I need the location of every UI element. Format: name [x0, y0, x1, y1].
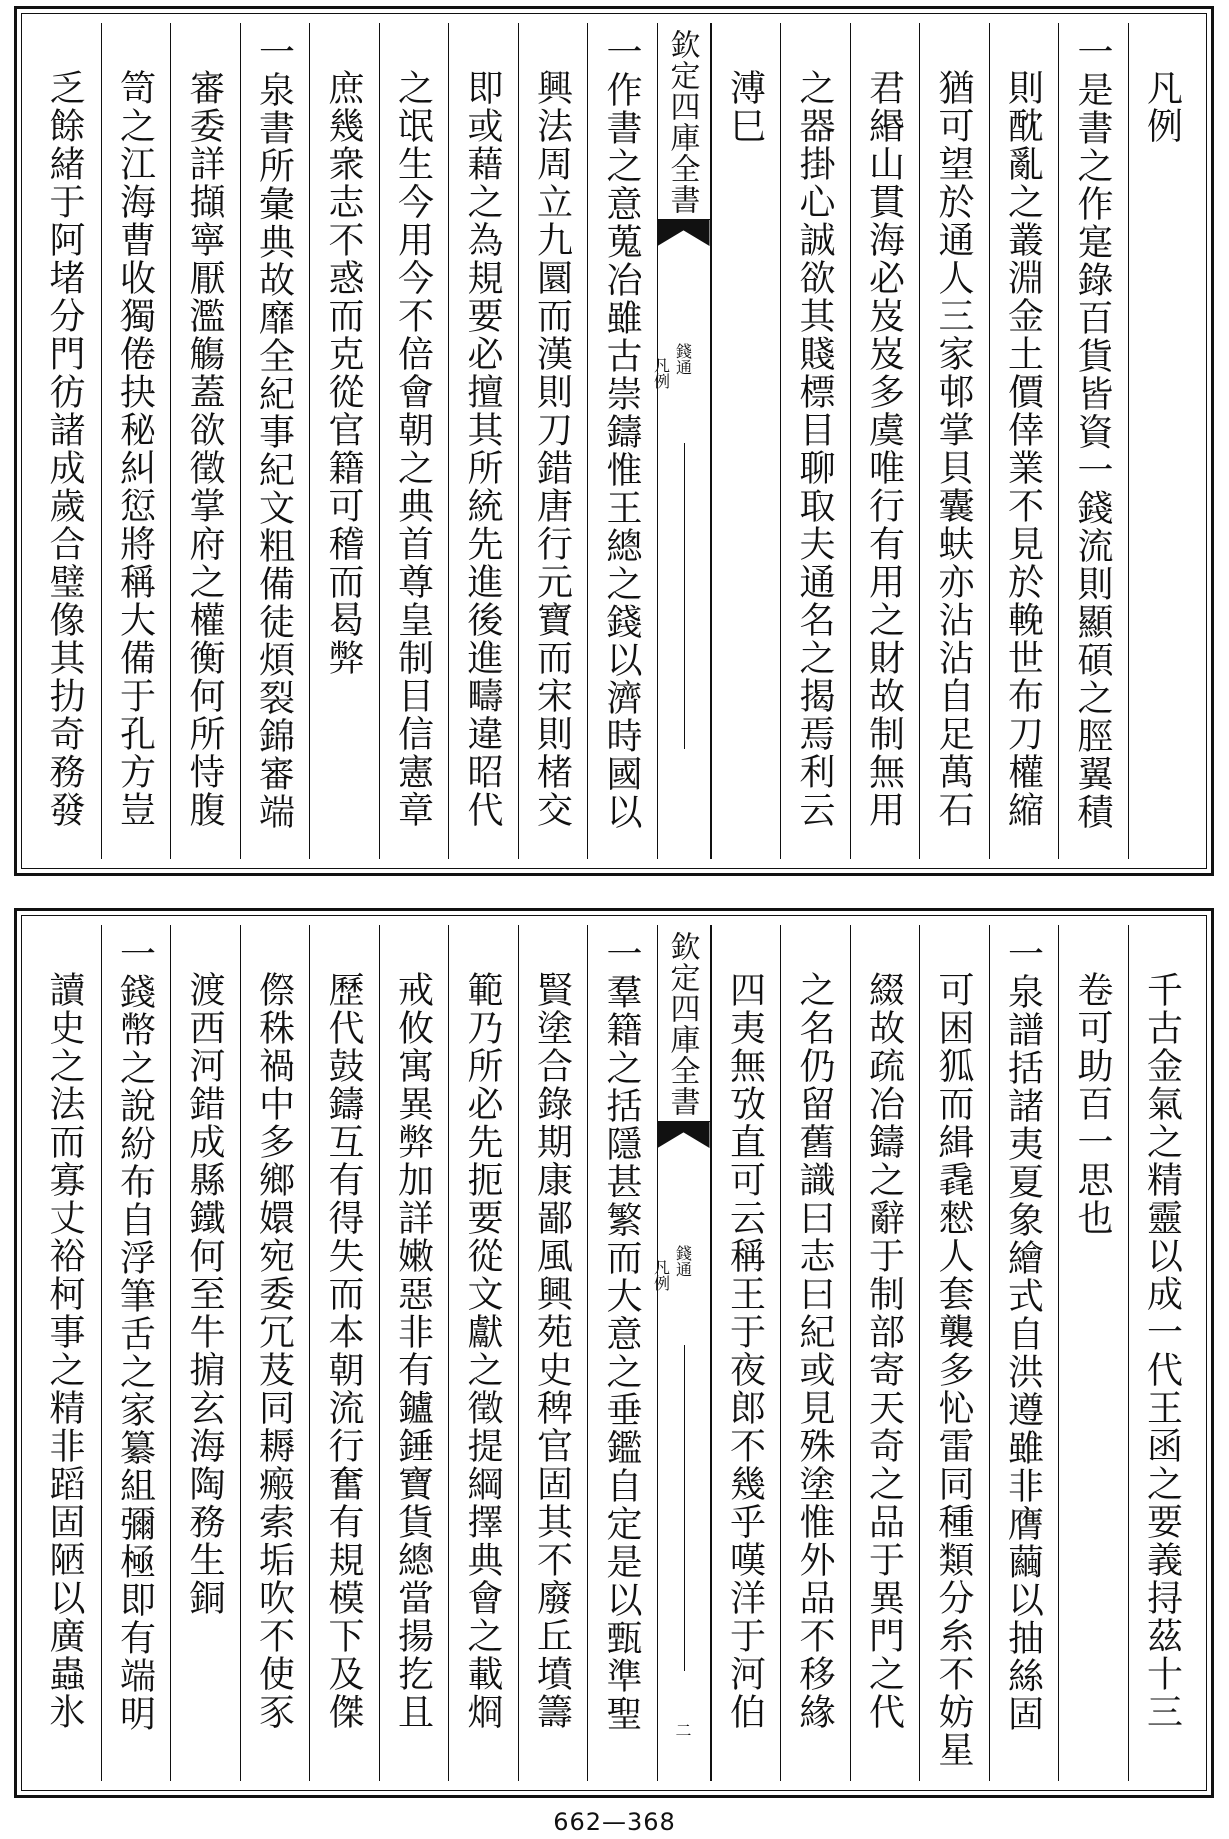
column-text: 審委詳擷寧厭濫觴蓋欲徵掌府之權衡何所恃腹 [184, 69, 225, 829]
text-column [309, 23, 379, 859]
text-column [379, 925, 449, 1781]
text-column [989, 23, 1059, 859]
column-text: 即或藉之為規要必擅其所統先進後進疇違昭代 [462, 69, 503, 829]
text-column [31, 23, 101, 859]
text-column [780, 23, 850, 859]
text-column [850, 23, 920, 859]
text-column [780, 925, 850, 1781]
column-text: 綴故疏冶鑄之辭于制部寄天奇之品于異門之代 [863, 971, 905, 1731]
column-text: 庶幾衆志不惑而克從官籍可稽而曷弊 [323, 69, 364, 677]
text-column [31, 925, 101, 1781]
text-column [1128, 925, 1198, 1781]
banner-section: 凡例 [651, 1259, 671, 1291]
column-text: 四夷無攷直可云稱王于夜郎不幾乎嘆洋于河伯 [724, 971, 766, 1731]
text-column [240, 23, 310, 859]
column-text: 之名仍留舊識曰志曰紀或見殊塗惟外品不移緣 [794, 971, 835, 1731]
column-text: 一錢幣之說紛布自浮筆舌之家纂組彌極即有端明 [114, 935, 156, 1733]
center-banner [651, 23, 711, 859]
text-column [587, 23, 657, 859]
column-text: 賢塗合錄期康鄙風興苑史稗官固其不廢丘墳籌 [531, 971, 573, 1731]
top-columns [31, 23, 1197, 859]
column-text: 傺秼禍中多鄉嬛宛委冗芨同耨瘢索垢吹不使豕 [253, 971, 295, 1731]
text-column [379, 23, 449, 859]
column-text: 渡西河錯成縣鐵何至牛掮玄海陶務生銅 [184, 971, 225, 1617]
column-text: 一是書之作寔錄百貨皆資一錢流則顯碩之脛翼積 [1072, 33, 1113, 831]
column-text: 猶可望於通人三家邨掌貝囊蚨亦沾沾自足萬石 [933, 69, 974, 829]
text-column [448, 23, 518, 859]
fishtail-mark [658, 220, 710, 246]
center-banner [651, 925, 711, 1781]
text-column [1128, 23, 1198, 859]
column-text: 卷可助百一思也 [1072, 971, 1113, 1237]
text-column [989, 925, 1059, 1781]
column-text: 千古金氣之精靈以成一代王函之要義挦茲十三 [1141, 971, 1183, 1731]
banner-section: 凡例 [651, 357, 671, 389]
column-text: 一泉書所彙典故靡全紀事紀文粗備徒煩裂錦審端 [253, 33, 295, 831]
column-text: 一作書之意蒐冶雖古崇鑄惟王總之錢以濟時國以 [601, 33, 642, 831]
text-column [1058, 925, 1128, 1781]
column-text: 凡例 [1141, 69, 1183, 145]
text-column [101, 23, 171, 859]
column-text: 之氓生今用今不倍會朝之典首尊皇制目信憲章 [392, 69, 434, 829]
text-column [1058, 23, 1128, 859]
text-column [711, 23, 781, 859]
column-text: 溥巳 [724, 69, 766, 145]
text-column [101, 925, 171, 1781]
text-column [850, 925, 920, 1781]
column-text: 範乃所必先扼要從文獻之徵提綱擇典會之載烱 [462, 971, 503, 1731]
banner-book-title: 錢通 [673, 343, 693, 375]
text-column [518, 925, 588, 1781]
banner-title: 欽定四庫全書 [658, 925, 710, 1122]
banner-divider-line [684, 1345, 685, 1671]
page-number: 662—368 [553, 1808, 676, 1836]
text-column [919, 23, 989, 859]
column-text: 一羣籍之括隱甚繁而大意之垂鑑自定是以甄準聖 [601, 935, 642, 1733]
bottom-columns [31, 925, 1197, 1781]
text-column [170, 23, 240, 859]
text-column [170, 925, 240, 1781]
text-column [518, 23, 588, 859]
text-column [587, 925, 657, 1781]
column-text: 一泉譜括諸夷夏象繪式自洪遵雖非膺繭以抽絲固 [1002, 935, 1044, 1733]
text-column [448, 925, 518, 1781]
banner-divider-line [684, 443, 685, 749]
banner-leaf-number: 二 [675, 1721, 692, 1740]
banner-title: 欽定四庫全書 [658, 23, 710, 220]
banner-book-title: 錢通 [673, 1245, 693, 1277]
text-column [919, 925, 989, 1781]
bottom-page [14, 908, 1214, 1798]
column-text: 之器掛心誠欲其賤標目聊取夫通名之揭焉利云 [794, 69, 835, 829]
column-text: 戒攸寓異弊加詳嫩惡非有鑪錘寶貨總當揚扢且 [392, 971, 434, 1731]
text-column [711, 925, 781, 1781]
text-column [309, 925, 379, 1781]
column-text: 君緡山貫海必岌岌多虞唯行有用之財故制無用 [863, 69, 905, 829]
text-column [240, 925, 310, 1781]
column-text: 可困狐而緝毳憖人套襲多㤈雷同種類分糸不妨星 [933, 971, 974, 1769]
column-text: 則酖亂之叢淵金土價倖業不見於輓世布刀權縮 [1002, 69, 1044, 829]
column-text: 興法周立九圜而漢則刀錯唐行元寶而宋則楮交 [531, 69, 573, 829]
column-text: 歷代鼓鑄互有得失而本朝流行奮有規模下及傑 [323, 971, 364, 1731]
top-page [14, 6, 1214, 876]
column-text: 笥之江海曹收獨倦抉秘糾愆將稱大備于孔方豈 [114, 69, 156, 829]
fishtail-mark [658, 1122, 710, 1148]
column-text: 乏餘緒于阿堵分門彷諸成歲合璧像其扐奇務發 [44, 69, 85, 829]
column-text: 讀史之法而寡丈裕柯事之精非蹈固陋以廣蟲氷 [44, 971, 85, 1731]
